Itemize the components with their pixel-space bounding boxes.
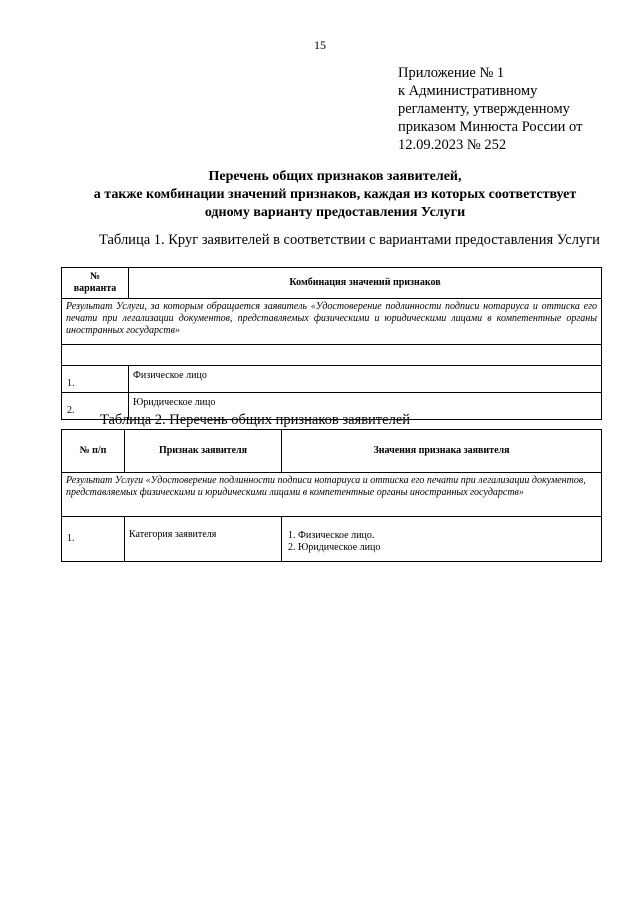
appendix-line: Приложение № 1 <box>398 65 505 81</box>
table1-header-row <box>62 268 602 299</box>
table1-result-row <box>62 299 602 345</box>
table1-caption-text: Таблица 1. Круг заявителей в соответствии с вариантами предоставления Услуги <box>99 232 600 248</box>
table1-row-number: 1. <box>62 366 129 393</box>
table2-header-number: № п/п <box>62 430 125 473</box>
table-row <box>62 366 602 393</box>
table2-result-row <box>62 473 602 517</box>
table1-result-text: Результат Услуги, за которым обращается заявитель «Удостоверение подлинности подписи нотариуса и оттиска его печати при легализации документов, представляемых физическими и юридическими лицами в компетентные органы иностранных государств» <box>62 299 602 345</box>
document-title <box>40 168 630 222</box>
value-line: 2. Юридическое лицо <box>288 542 381 553</box>
table1-caption <box>61 232 610 249</box>
title-line: Перечень общих признаков заявителей, <box>208 169 462 184</box>
table2-result-text: Результат Услуги «Удостоверение подлинности подписи нотариуса и оттиска его печати при легализации документов, представляемых физическими и юридическими лицами в компетентные органы иностранных государств» <box>62 473 602 517</box>
title-line: одному варианту предоставления Услуги <box>204 205 466 220</box>
header-line: № <box>89 271 101 282</box>
appendix-block <box>398 64 628 154</box>
page-number: 15 <box>314 38 326 52</box>
table1-row-number: 2. <box>62 393 129 420</box>
value-line: 1. Физическое лицо. <box>288 530 375 541</box>
table1-spacer-row <box>62 345 602 366</box>
appendix-line: 12.09.2023 № 252 <box>398 137 507 153</box>
table2-header-values: Значения признака заявителя <box>282 430 602 473</box>
table2-row-number: 1. <box>62 517 125 562</box>
table2-header-row <box>62 430 602 473</box>
appendix-line: приказом Минюста России от <box>398 119 583 135</box>
table2-row-values <box>282 517 602 562</box>
title-line: а также комбинации значений признаков, каждая из которых соответствует <box>93 187 577 202</box>
table1-row-value: Юридическое лицо <box>129 393 602 420</box>
table2-header-attribute: Признак заявителя <box>125 430 282 473</box>
table1-header-combination: Комбинация значений признаков <box>129 268 602 299</box>
appendix-line: к Административному <box>398 83 538 99</box>
table1 <box>61 267 602 420</box>
table1-header-number <box>62 268 129 299</box>
table2-caption: Таблица 2. Перечень общих признаков заявителей <box>100 412 411 428</box>
table2-row-attribute: Категория заявителя <box>125 517 282 562</box>
table-row <box>62 517 602 562</box>
appendix-line: регламенту, утвержденному <box>398 101 570 117</box>
table2 <box>61 429 602 562</box>
table1-row-value: Физическое лицо <box>129 366 602 393</box>
header-line: варианта <box>73 283 117 294</box>
